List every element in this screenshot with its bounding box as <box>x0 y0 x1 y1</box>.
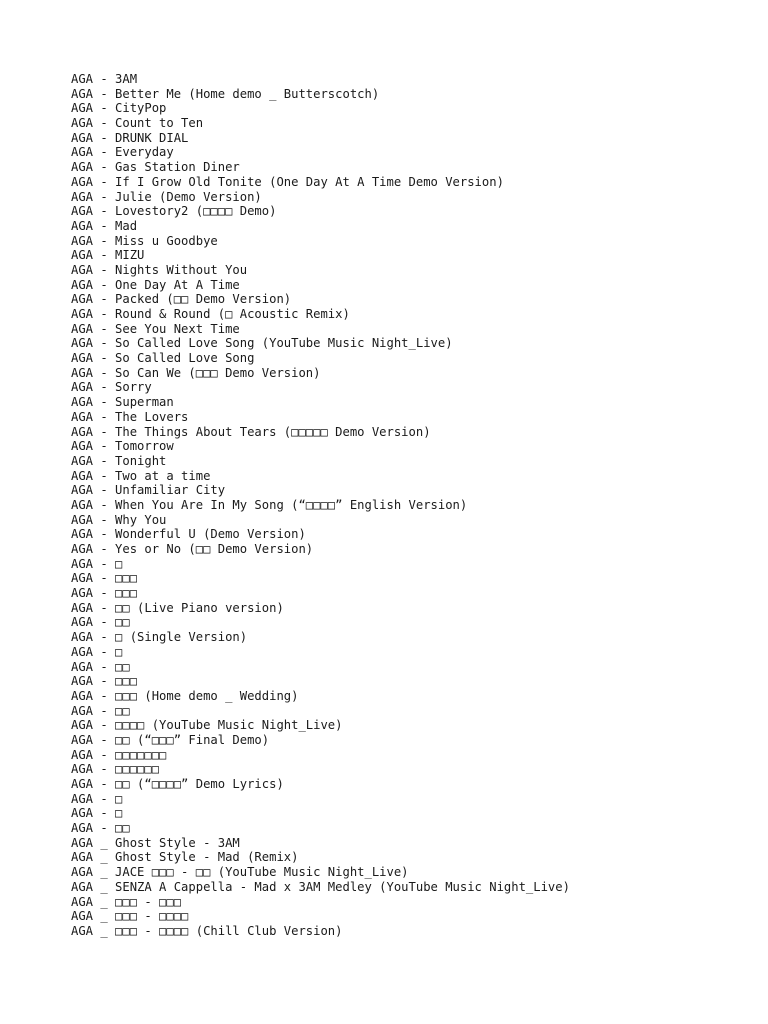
track-line: AGA - □□□□□□ <box>71 762 160 777</box>
track-line: AGA - Yes or No (□□ Demo Version) <box>71 542 314 556</box>
track-line: AGA _ JACE □□□ - □□ (YouTube Music Night_Live) <box>71 865 409 880</box>
track-line: AGA - Count to Ten <box>71 116 204 131</box>
track-line: AGA - □ <box>71 806 123 821</box>
track-line: AGA - Sorry <box>71 380 152 395</box>
track-line: AGA - Lovestory2 (□□□□ Demo) <box>71 204 277 219</box>
track-line: AGA - □□□ <box>71 674 138 689</box>
track-line: AGA - Julie (Demo Version) <box>71 189 262 204</box>
track-line: AGA - Two at a time <box>71 468 211 483</box>
track-line: AGA - Round & Round (□ Acoustic Remix) <box>71 307 350 321</box>
track-list <box>71 72 751 939</box>
track-line: AGA - □□ (Live Piano version) <box>71 600 284 615</box>
track-line: AGA - So Called Love Song <box>71 351 255 366</box>
track-line: AGA - So Can We (□□□ Demo Version) <box>71 365 321 380</box>
track-line: AGA - □□□ (Home demo _ Wedding) <box>71 688 299 703</box>
track-line: AGA - □□ <box>71 659 130 674</box>
track-line: AGA - DRUNK DIAL <box>71 130 189 145</box>
track-line: AGA - Gas Station Diner <box>71 160 240 175</box>
track-line: AGA - Mad <box>71 218 138 233</box>
track-line: AGA - The Lovers <box>71 409 189 424</box>
track-line: AGA - □ <box>71 644 123 659</box>
track-line: AGA - □□ <box>71 703 130 718</box>
track-line: AGA _ Ghost Style - 3AM <box>71 835 240 850</box>
track-line: AGA - CityPop <box>71 101 167 116</box>
track-line: AGA - Unfamiliar City <box>71 483 226 498</box>
document-page <box>71 72 751 939</box>
track-line: AGA - □□□ <box>71 571 138 586</box>
track-line: AGA - □□□ <box>71 586 138 601</box>
track-line: AGA - Packed (□□ Demo Version) <box>71 292 292 307</box>
track-line: AGA - □ (Single Version) <box>71 630 248 645</box>
track-line: AGA _ □□□ - □□□ <box>71 894 182 909</box>
track-line: AGA - Tonight <box>71 453 167 468</box>
track-line: AGA - Wonderful U (Demo Version) <box>71 527 306 542</box>
track-line: AGA - The Things About Tears (□□□□□ Demo Version) <box>71 424 431 439</box>
track-line: AGA - Better Me (Home demo _ Butterscotch) <box>71 86 380 101</box>
track-line: AGA - □□ (“□□□□” Demo Lyrics) <box>71 777 284 791</box>
track-line: AGA - □ <box>71 791 123 806</box>
track-line: AGA _ □□□ - □□□□ (Chill Club Version) <box>71 923 343 938</box>
track-line: AGA - Superman <box>71 395 174 410</box>
track-line: AGA - Miss u Goodbye <box>71 233 218 248</box>
track-line: AGA - When You Are In My Song (“□□□□” English Version) <box>71 497 468 512</box>
track-line: AGA - See You Next Time <box>71 321 240 336</box>
track-line: AGA - MIZU <box>71 248 145 263</box>
track-line: AGA - So Called Love Song (YouTube Music Night_Live) <box>71 336 453 351</box>
track-line: AGA - Why You <box>71 512 167 527</box>
track-line: AGA - □□□□□□□ <box>71 747 167 762</box>
track-line: AGA - 3AM <box>71 72 138 86</box>
track-line: AGA - □ <box>71 556 123 571</box>
track-line: AGA _ SENZA A Cappella - Mad x 3AM Medley (YouTube Music Night_Live) <box>71 879 570 894</box>
track-line: AGA - Tomorrow <box>71 439 174 454</box>
track-line: AGA - □□ <box>71 615 130 630</box>
track-line: AGA _ Ghost Style - Mad (Remix) <box>71 850 299 865</box>
track-line: AGA - Nights Without You <box>71 262 248 277</box>
track-line: AGA - Everyday <box>71 145 174 160</box>
track-line: AGA _ □□□ - □□□□ <box>71 909 189 924</box>
track-line: AGA - □□□□ (YouTube Music Night_Live) <box>71 718 343 733</box>
track-line: AGA - If I Grow Old Tonite (One Day At A Time Demo Version) <box>71 174 504 189</box>
track-line: AGA - One Day At A Time <box>71 277 240 292</box>
track-line: AGA - □□ (“□□□” Final Demo) <box>71 732 270 747</box>
track-line: AGA - □□ <box>71 821 130 836</box>
